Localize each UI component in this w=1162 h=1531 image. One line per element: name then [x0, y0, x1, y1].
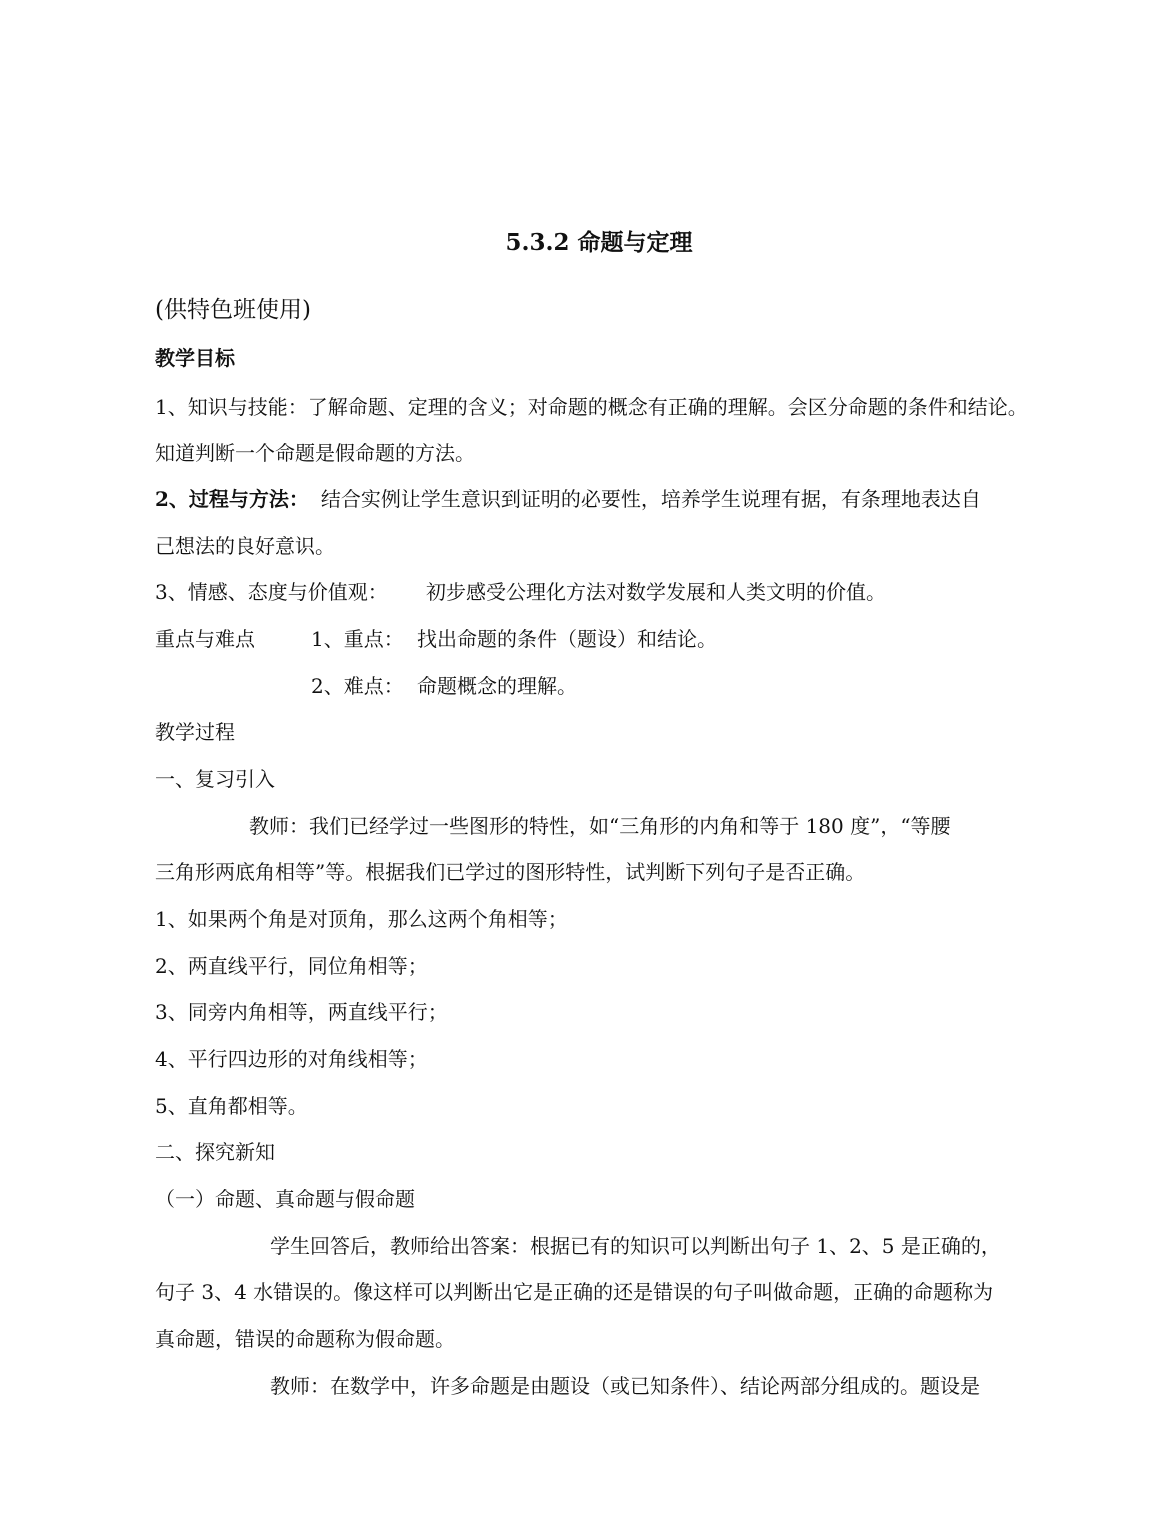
list-item: 5、直角都相等。 [155, 1094, 308, 1118]
key-1-text: 找出命题的条件（题设）和结论。 [417, 627, 717, 651]
list-item: 1、如果两个角是对顶角，那么这两个角相等； [155, 907, 568, 931]
subsection-1-heading: （一）命题、真命题与假命题 [155, 1187, 415, 1211]
answer-line-3: 真命题，错误的命题称为假命题。 [155, 1327, 455, 1351]
list-item: 3、同旁内角相等，两直线平行； [155, 1000, 448, 1024]
subtitle: (供特色班使用) [155, 297, 311, 323]
objectives-heading: 教学目标 [155, 346, 235, 370]
key-2-text: 命题概念的理解。 [417, 674, 577, 698]
process-heading: 教学过程 [155, 720, 235, 744]
objective-2-text: 结合实例让学生意识到证明的必要性，培养学生说理有据，有条理地表达自 [320, 487, 981, 511]
objective-1-line-2: 知道判断一个命题是假命题的方法。 [155, 441, 475, 465]
list-item: 2、两直线平行，同位角相等； [155, 954, 428, 978]
objective-2-line-1 [155, 485, 981, 513]
answer-line-1: 学生回答后，教师给出答案：根据已有的知识可以判断出句子 1、2、5 是正确的， [270, 1234, 1001, 1258]
objective-3-label: 3、情感、态度与价值观： [155, 580, 388, 604]
objective-2-label: 2、过程与方法： [155, 487, 309, 511]
section-2-heading: 二、探究新知 [155, 1140, 275, 1164]
key-heading: 重点与难点 [155, 627, 255, 651]
key-2-label: 2、难点： [311, 674, 404, 698]
objective-3-text: 初步感受公理化方法对数学发展和人类文明的价值。 [426, 580, 886, 604]
objective-1-line-1: 1、知识与技能：了解命题、定理的含义；对命题的概念有正确的理解。会区分命题的条件和结论。 [155, 395, 1028, 419]
teacher-1-line-1: 教师：我们已经学过一些图形的特性，如“三角形的内角和等于 180 度”，“等腰 [249, 814, 951, 838]
page-title: 5.3.2 命题与定理 [505, 229, 693, 256]
objective-2-line-2: 己想法的良好意识。 [155, 534, 335, 558]
answer-line-2: 句子 3、4 水错误的。像这样可以判断出它是正确的还是错误的句子叫做命题，正确的命题称为 [155, 1280, 994, 1304]
section-1-heading: 一、复习引入 [155, 767, 275, 791]
teacher-1-line-2: 三角形两底角相等”等。根据我们已学过的图形特性，试判断下列句子是否正确。 [155, 860, 866, 884]
teacher-2-line-1: 教师：在数学中，许多命题是由题设（或已知条件）、结论两部分组成的。题设是 [270, 1374, 980, 1398]
list-item: 4、平行四边形的对角线相等； [155, 1047, 428, 1071]
key-1-label: 1、重点： [311, 627, 404, 651]
